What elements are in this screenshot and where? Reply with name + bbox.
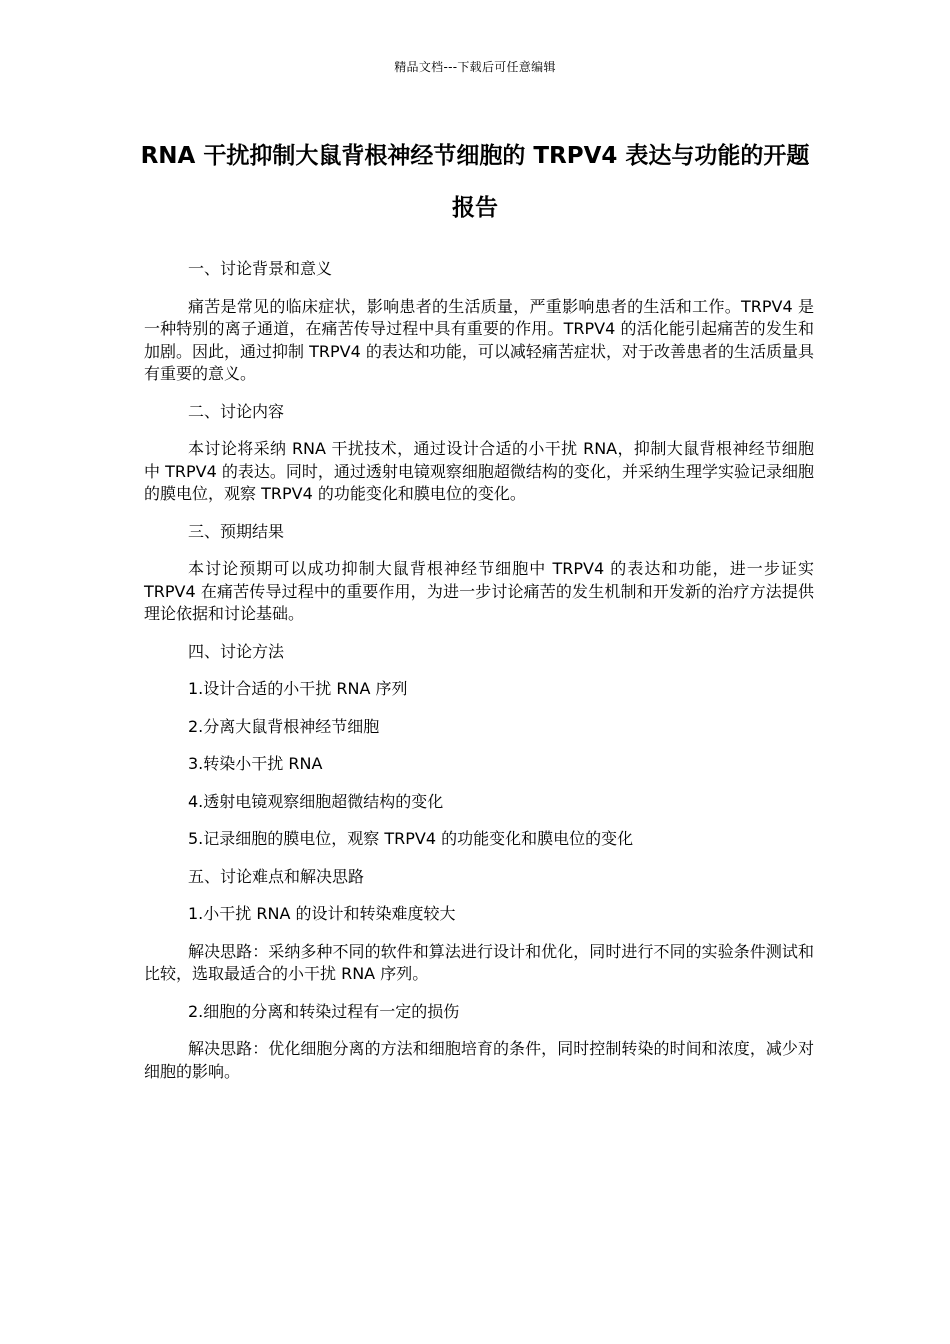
method-item-4: 4.透射电镜观察细胞超微结构的变化 (188, 791, 444, 811)
page-title: RNA 干扰抑制大鼠背根神经节细胞的 TRPV4 表达与功能的开题报告 (140, 143, 810, 221)
header-note: 精品文档---下载后可任意编辑 (394, 60, 556, 74)
method-item-3: 3.转染小干扰 RNA (188, 754, 323, 773)
paragraph-background: 痛苦是常见的临床症状，影响患者的生活质量，严重影响患者的生活和工作。TRPV4 是一种特别的离子通道，在痛苦传导过程中具有重要的作用。TRPV4 的活化能引起痛苦的发生和加剧。因此，通过抑制 TRPV4 的表达和功能，可以减轻痛苦症状，对于改善患者的生活质量具有重要的意义。 (144, 296, 814, 383)
solution-paragraph-1: 解决思路：采纳多种不同的软件和算法进行设计和优化，同时进行不同的实验条件测试和比较，选取最适合的小干扰 RNA 序列。 (144, 941, 814, 983)
difficulty-item-2: 2.细胞的分离和转染过程有一定的损伤 (188, 1001, 460, 1021)
method-item-2: 2.分离大鼠背根神经节细胞 (188, 716, 380, 736)
section-heading-methods: 四、讨论方法 (188, 641, 285, 661)
method-item-5: 5.记录细胞的膜电位，观察 TRPV4 的功能变化和膜电位的变化 (188, 829, 634, 848)
section-heading-background: 一、讨论背景和意义 (188, 259, 333, 278)
section-heading-expected-results: 三、预期结果 (188, 521, 285, 541)
difficulty-item-1: 1.小干扰 RNA 的设计和转染难度较大 (188, 904, 456, 923)
paragraph-content: 本讨论将采纳 RNA 干扰技术，通过设计合适的小干扰 RNA，抑制大鼠背根神经节细胞中 TRPV4 的表达。同时，通过透射电镜观察细胞超微结构的变化，并采纳生理学实验记录细胞的膜电位，观察 TRPV4 的功能变化和膜电位的变化。 (144, 439, 814, 503)
paragraph-expected-results: 本讨论预期可以成功抑制大鼠背根神经节细胞中 TRPV4 的表达和功能，进一步证实 TRPV4 在痛苦传导过程中的重要作用，为进一步讨论痛苦的发生机制和开发新的治疗方法提供理论依据和讨论基础。 (144, 559, 814, 623)
method-item-1: 1.设计合适的小干扰 RNA 序列 (188, 679, 408, 698)
document-body (144, 258, 814, 1098)
section-heading-content: 二、讨论内容 (188, 401, 285, 421)
section-heading-difficulties: 五、讨论难点和解决思路 (188, 866, 365, 886)
solution-paragraph-2: 解决思路：优化细胞分离的方法和细胞培育的条件，同时控制转染的时间和浓度，减少对细胞的影响。 (144, 1039, 814, 1081)
